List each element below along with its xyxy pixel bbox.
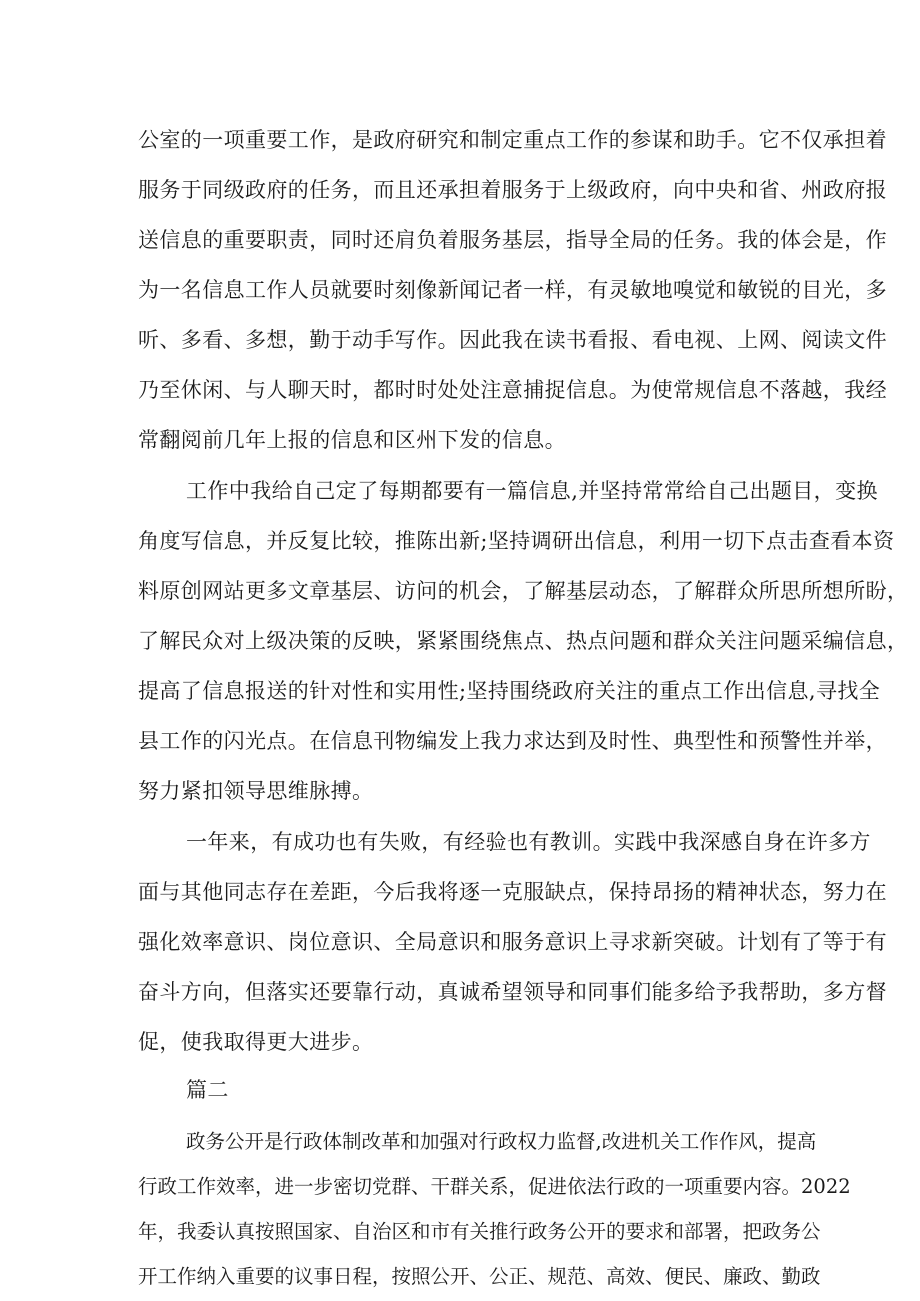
text-line: 提高了信息报送的针对性和实用性;坚持围绕政府关注的重点工作出信息,寻找全 xyxy=(138,679,881,703)
text-line: 政务公开是行政体制改革和加强对行政权力监督,改进机关工作作风，提高 xyxy=(186,1130,817,1153)
text-line: 行政工作效率，进一步密切党群、干群关系，促进依法行政的一项重要内容。2022 xyxy=(138,1175,851,1198)
text-line: 强化效率意识、岗位意识、全局意识和服务意识上寻求新突破。计划有了等于有 xyxy=(138,930,887,954)
text-line: 促，使我取得更大进步。 xyxy=(138,1030,374,1054)
text-line: 县工作的闪光点。在信息刊物编发上我力求达到及时性、典型性和预警性并举， xyxy=(138,729,887,753)
text-line: 为一名信息工作人员就要时刻像新闻记者一样，有灵敏地嗅觉和敏锐的目光，多 xyxy=(138,278,887,302)
text-line: 送信息的重要职责，同时还肩负着服务基层，指导全局的任务。我的体会是，作 xyxy=(138,228,887,252)
text-line: 听、多看、多想，勤于动手写作。因此我在读书看报、看电视、上网、阅读文件 xyxy=(138,328,887,352)
text-line: 奋斗方向，但落实还要靠行动，真诚希望领导和同事们能多给予我帮助，多方督 xyxy=(138,980,887,1004)
text-line: 服务于同级政府的任务，而且还承担着服务于上级政府，向中央和省、州政府报 xyxy=(138,178,887,202)
text-line: 工作中我给自己定了每期都要有一篇信息,并坚持常常给自己出题目，变换 xyxy=(186,479,878,503)
text-line: 公室的一项重要工作，是政府研究和制定重点工作的参谋和助手。它不仅承担着 xyxy=(138,128,887,152)
text-line: 年，我委认真按照国家、自治区和市有关推行政务公开的要求和部署，把政务公 xyxy=(138,1220,821,1243)
text-line: 了解民众对上级决策的反映，紧紧围绕焦点、热点问题和群众关注问题采编信息， xyxy=(138,629,909,653)
text-line: 开工作纳入重要的议事日程，按照公开、公正、规范、高效、便民、廉政、勤政 xyxy=(138,1265,821,1288)
text-line: 面与其他同志存在差距，今后我将逐一克服缺点，保持昂扬的精神状态，努力在 xyxy=(138,880,887,904)
text-line: 一年来，有成功也有失败，有经验也有教训。实践中我深感自身在许多方 xyxy=(186,830,871,854)
text-line: 努力紧扣领导思维脉搏。 xyxy=(138,779,374,803)
section-heading: 篇二 xyxy=(186,1078,229,1102)
text-line: 乃至休闲、与人聊天时，都时时处处注意捕捉信息。为使常规信息不落越，我经 xyxy=(138,378,887,402)
text-line: 角度写信息，并反复比较，推陈出新;坚持调研出信息，利用一切下点击查看本资 xyxy=(138,529,895,553)
text-line: 常翻阅前几年上报的信息和区州下发的信息。 xyxy=(138,428,566,452)
text-line: 料原创网站更多文章基层、访问的机会，了解基层动态，了解群众所思所想所盼， xyxy=(138,579,909,603)
